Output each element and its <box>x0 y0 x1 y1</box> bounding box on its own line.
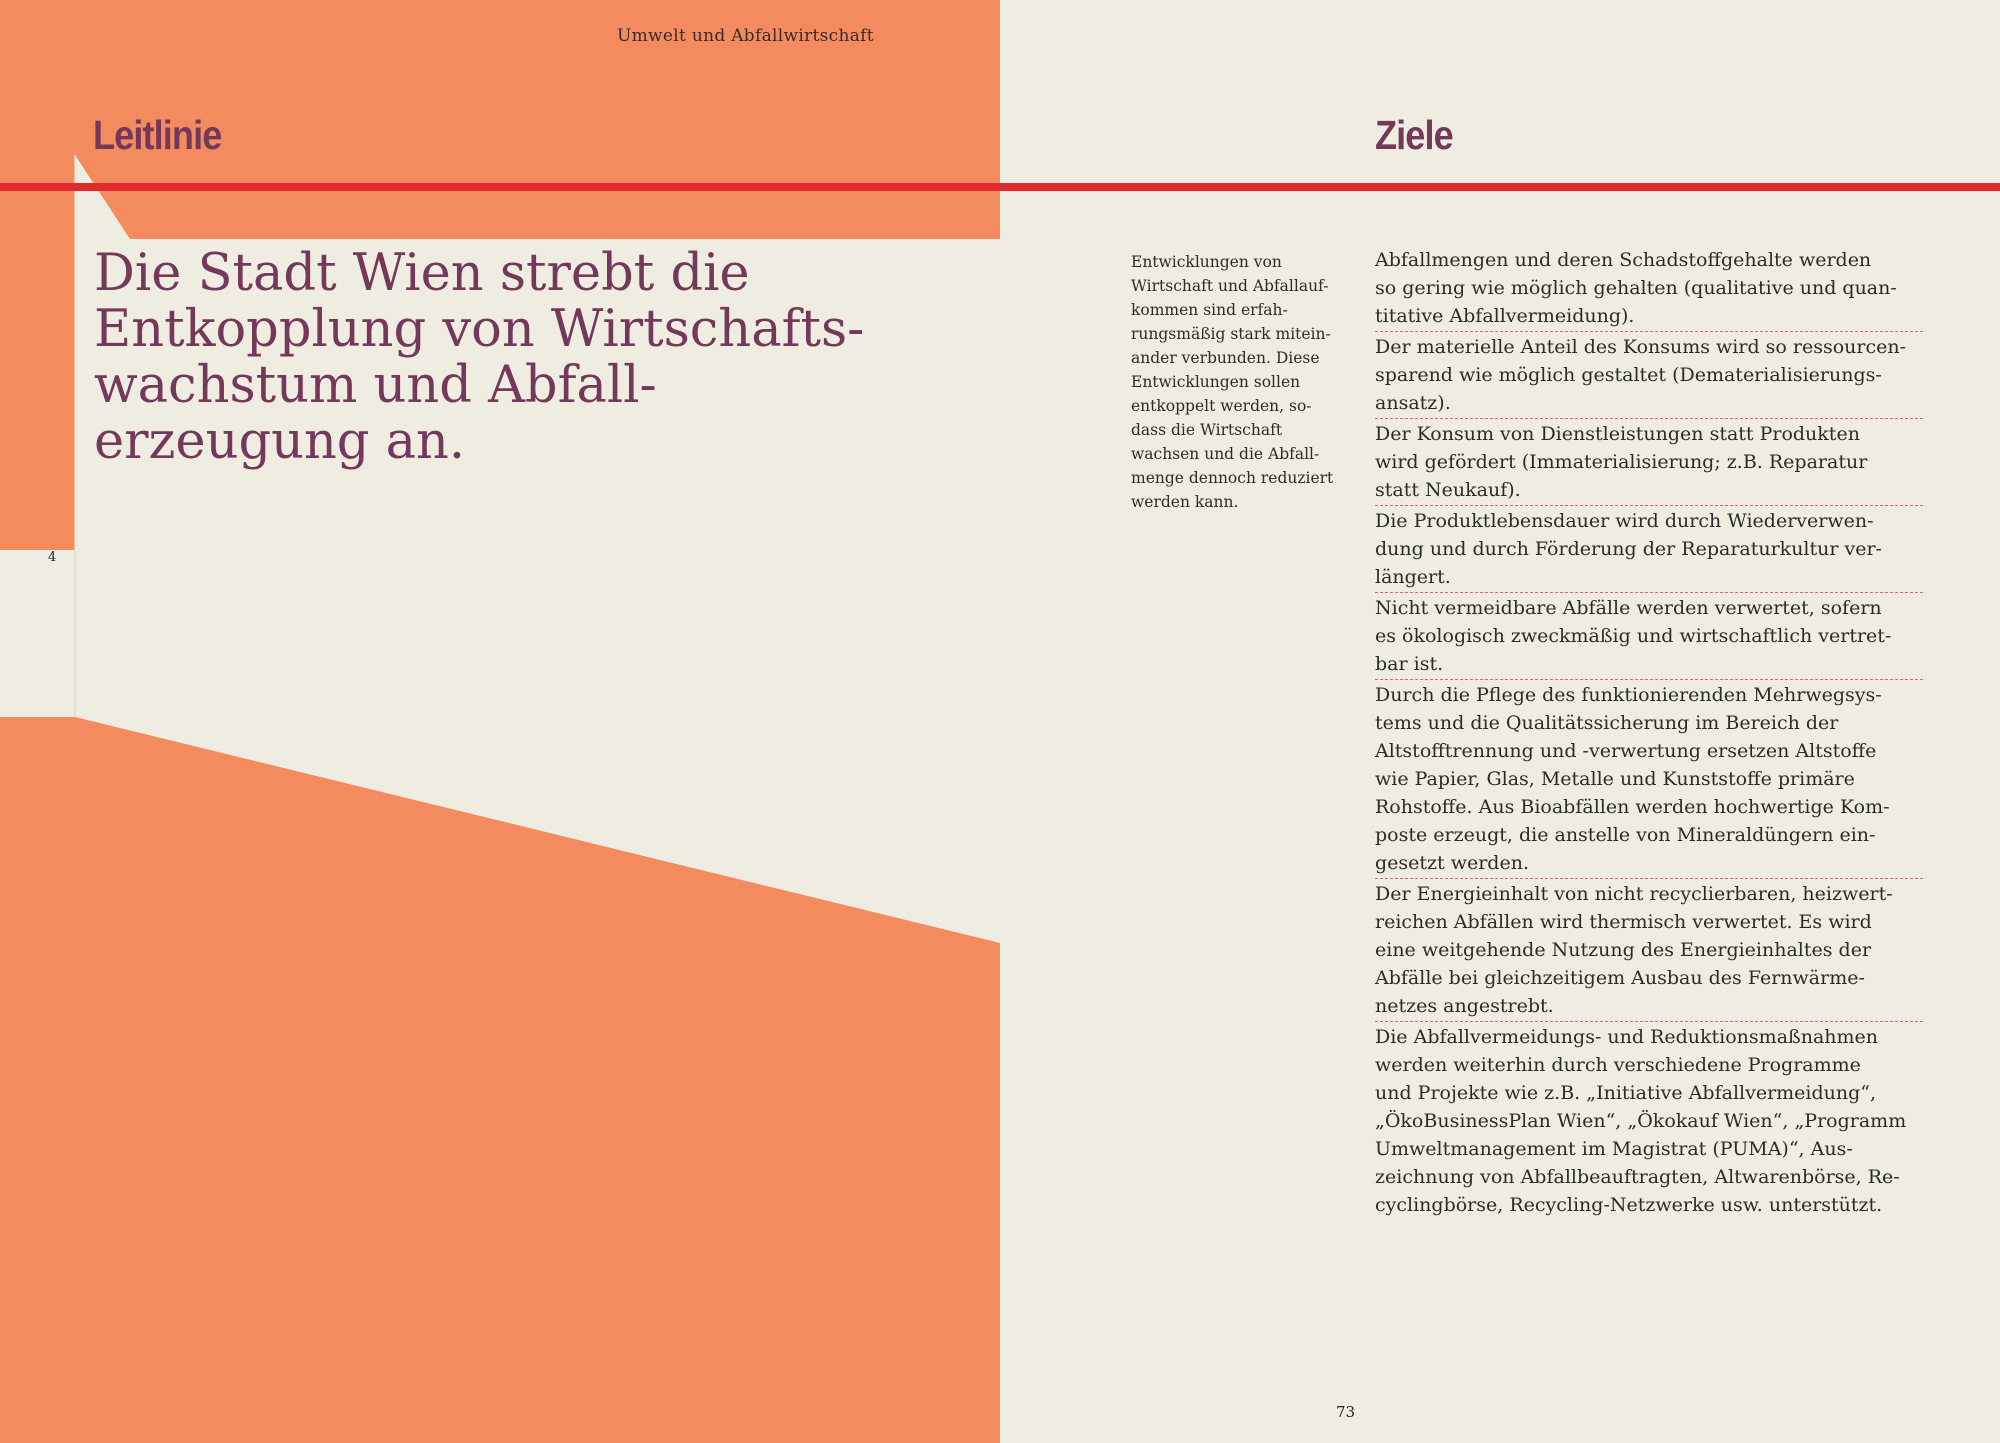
goal-line: titative Abfallvermeidung). <box>1375 305 1635 327</box>
goal-item <box>1375 880 1923 1022</box>
goal-line: cyclingbörse, Recycling-Netzwerke usw. unterstützt. <box>1375 1194 1883 1216</box>
goal-item <box>1375 246 1923 332</box>
goal-line: bar ist. <box>1375 653 1444 675</box>
goal-line: Der materielle Anteil des Konsums wird so ressourcen- <box>1375 336 1907 358</box>
goal-line: Durch die Pflege des funktionierenden Mehrwegsys- <box>1375 684 1882 706</box>
goal-line: und Projekte wie z.B. „Initiative Abfallvermeidung“, <box>1375 1082 1877 1104</box>
goal-item <box>1375 333 1923 419</box>
note-line: wachsen und die Abfall- <box>1131 445 1320 463</box>
goal-line: werden weiterhin durch verschiedene Programme <box>1375 1054 1861 1076</box>
goal-line: netzes angestrebt. <box>1375 995 1554 1017</box>
goal-line: poste erzeugt, die anstelle von Mineraldüngern ein- <box>1375 824 1876 846</box>
goal-item <box>1375 594 1923 680</box>
section-heading-leitlinie: Leitlinie <box>93 112 222 158</box>
goal-line: längert. <box>1375 566 1451 588</box>
goal-line: „ÖkoBusinessPlan Wien“, „Ökokauf Wien“, „Programm <box>1375 1110 1907 1132</box>
note-line: Entwicklungen sollen <box>1131 373 1301 391</box>
goal-line: Die Produktlebensdauer wird durch Wiederverwen- <box>1375 510 1874 532</box>
goal-item <box>1375 507 1923 593</box>
lead-line: wachstum und Abfall- <box>94 356 657 415</box>
goal-line: Die Abfallvermeidungs- und Reduktionsmaßnahmen <box>1375 1026 1879 1048</box>
note-line: menge dennoch reduziert <box>1131 469 1334 487</box>
note-line: ander verbunden. Diese <box>1131 349 1320 367</box>
lead-line: Entkopplung von Wirtschafts- <box>94 300 865 359</box>
note-line: dass die Wirtschaft <box>1131 421 1283 439</box>
goal-line: eine weitgehende Nutzung des Energieinhaltes der <box>1375 939 1872 961</box>
lead-line: erzeugung an. <box>94 412 466 471</box>
goal-line: dung und durch Förderung der Reparaturkultur ver- <box>1375 538 1882 560</box>
goal-line: Altstofftrennung und -verwertung ersetzen Altstoffe <box>1375 740 1877 762</box>
goals-list <box>1375 246 1923 1221</box>
goal-line: reichen Abfällen wird thermisch verwertet. Es wird <box>1375 911 1872 933</box>
goal-line: Umweltmanagement im Magistrat (PUMA)“, Aus- <box>1375 1138 1853 1160</box>
goal-line: statt Neukauf). <box>1375 479 1521 501</box>
lead-statement <box>94 246 914 470</box>
note-line: Entwicklungen von <box>1131 253 1282 271</box>
red-divider-rule <box>0 183 2000 191</box>
goal-line: gesetzt werden. <box>1375 852 1529 874</box>
note-line: werden kann. <box>1131 493 1239 511</box>
goal-line: Der Konsum von Dienstleistungen statt Produkten <box>1375 423 1860 445</box>
goal-line: Abfallmengen und deren Schadstoffgehalte werden <box>1375 249 1872 271</box>
goal-item <box>1375 420 1923 506</box>
goal-line: Nicht vermeidbare Abfälle werden verwertet, sofern <box>1375 597 1882 619</box>
note-line: entkoppelt werden, so- <box>1131 397 1312 415</box>
goal-line: wie Papier, Glas, Metalle und Kunststoffe primäre <box>1375 768 1855 790</box>
goal-item <box>1375 1023 1923 1220</box>
running-header: Umwelt und Abfallwirtschaft <box>617 26 874 46</box>
goal-line: sparend wie möglich gestaltet (Dematerialisierungs- <box>1375 364 1882 386</box>
goal-line: zeichnung von Abfallbeauftragten, Altwarenbörse, Re- <box>1375 1166 1900 1188</box>
goal-line: tems und die Qualitätssicherung im Bereich der <box>1375 712 1839 734</box>
goal-line: Abfälle bei gleichzeitigem Ausbau des Fernwärme- <box>1375 967 1865 989</box>
page-number-left: 4 <box>48 550 57 565</box>
margin-note <box>1131 250 1361 514</box>
note-line: Wirtschaft und Abfallauf- <box>1131 277 1329 295</box>
section-heading-ziele: Ziele <box>1375 112 1453 158</box>
goal-line: es ökologisch zweckmäßig und wirtschaftlich vertret- <box>1375 625 1892 647</box>
goal-line: wird gefördert (Immaterialisierung; z.B. Reparatur <box>1375 451 1868 473</box>
note-line: kommen sind erfah- <box>1131 301 1288 319</box>
goal-item <box>1375 681 1923 879</box>
lead-line: Die Stadt Wien strebt die <box>94 244 750 303</box>
goal-line: Der Energieinhalt von nicht recyclierbaren, heizwert- <box>1375 883 1893 905</box>
page-number-right: 73 <box>1336 1403 1356 1421</box>
note-line: rungsmäßig stark mitein- <box>1131 325 1331 343</box>
goal-line: so gering wie möglich gehalten (qualitative und quan- <box>1375 277 1897 299</box>
goal-line: ansatz). <box>1375 392 1451 414</box>
goal-line: Rohstoffe. Aus Bioabfällen werden hochwertige Kom- <box>1375 796 1890 818</box>
